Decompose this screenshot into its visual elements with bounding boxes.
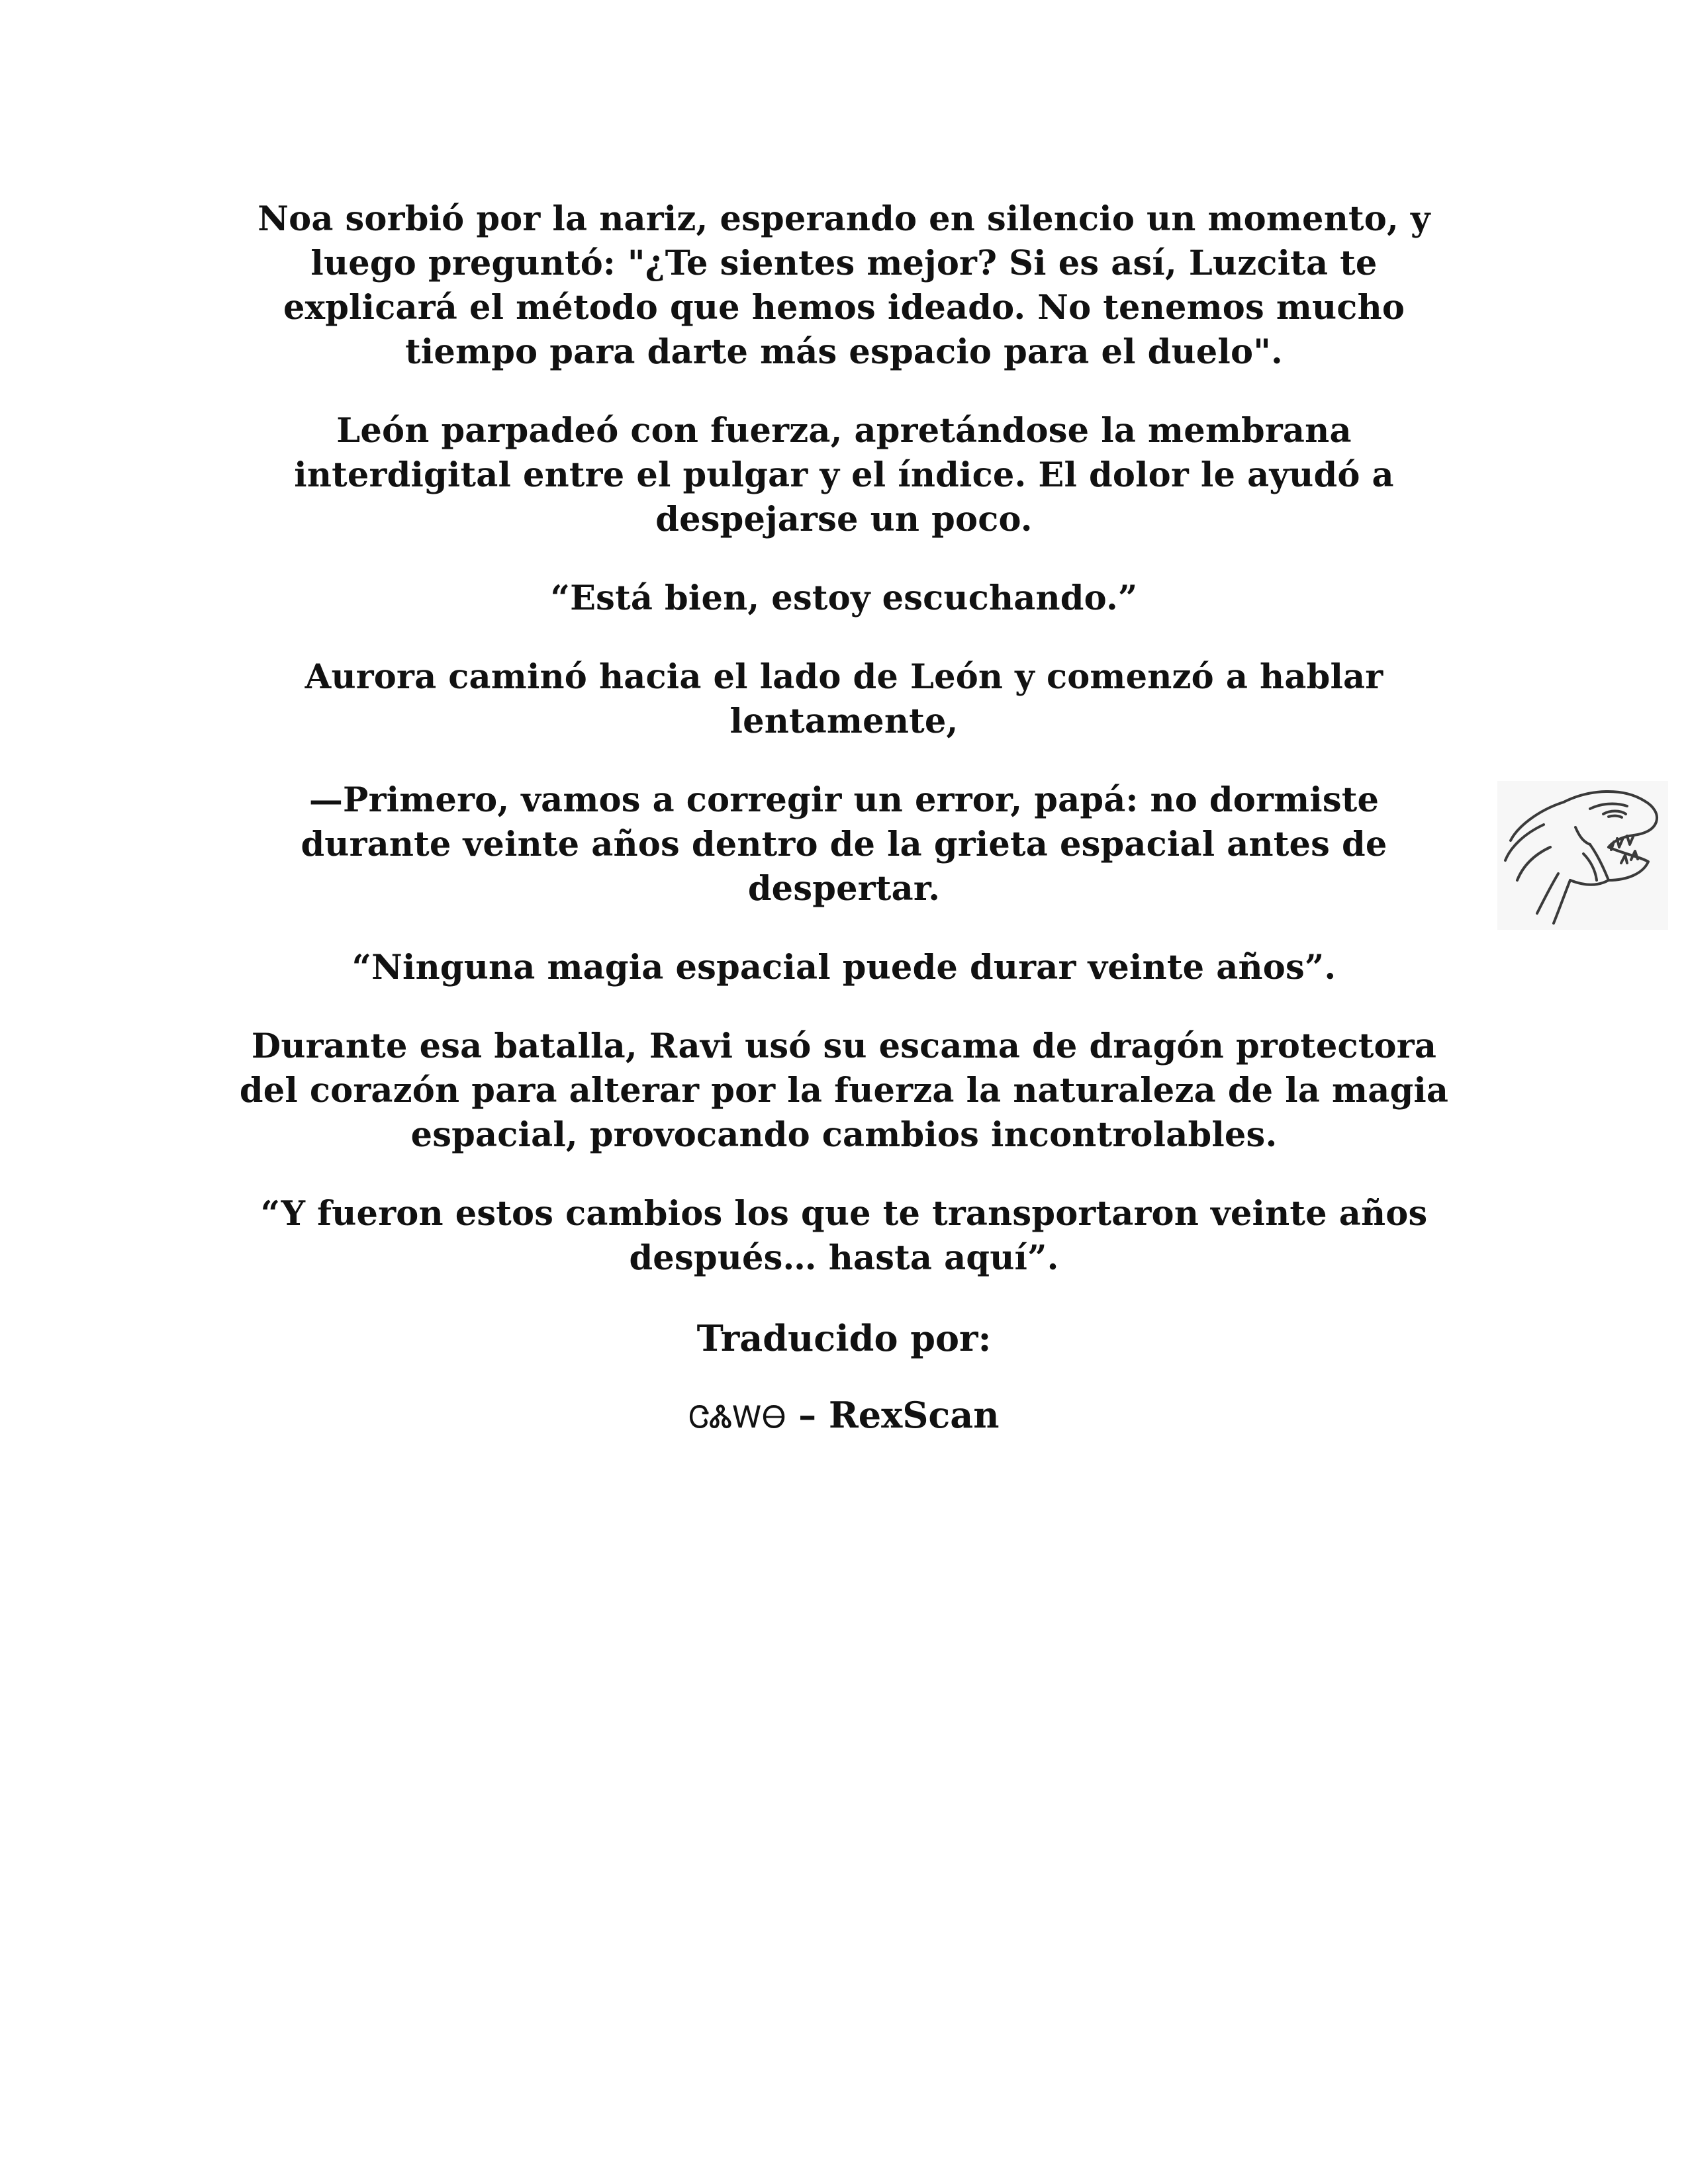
text-column	[232, 197, 1456, 1471]
paragraph-8: “Y fueron estos cambios los que te transportaron veinte años después… hasta aquí”.	[260, 1194, 1428, 1278]
paragraph-3: “Está bien, estoy escuchando.”	[550, 578, 1138, 618]
translator-name: ᏣᏜᎳᎾ	[688, 1399, 786, 1435]
dinosaur-logo	[1497, 781, 1668, 930]
paragraph-1: Noa sorbió por la nariz, esperando en silencio un momento, y luego preguntó: "¿Te sientes mejor? Si es así, Luzcita te explicará el método que hemos ideado. No tenemos mucho tiempo para darte más espacio para el duelo".	[258, 199, 1430, 372]
paragraph-5: —Primero, vamos a corregir un error, papá: no dormiste durante veinte años dentro de la grieta espacial antes de despertar.	[301, 780, 1387, 909]
credits-label: Traducido por:	[696, 1317, 992, 1359]
paragraph-6: “Ninguna magia espacial puede durar veinte años”.	[352, 948, 1336, 987]
paragraph-4: Aurora caminó hacia el lado de León y comenzó a hablar lentamente,	[305, 657, 1383, 741]
paragraph-7: Durante esa batalla, Ravi usó su escama de dragón protectora del corazón para alterar por la fuerza la naturaleza de la magia espacial, provocando cambios incontrolables.	[239, 1026, 1449, 1155]
group-name: RexScan	[828, 1394, 1000, 1436]
credits-translator-line	[232, 1392, 1456, 1440]
paragraph-2: León parpadeó con fuerza, apretándose la membrana interdigital entre el pulgar y el índice. El dolor le ayudó a despejarse un poco.	[294, 411, 1394, 539]
dinosaur-head-sketch-icon	[1497, 781, 1668, 930]
credits-separator: –	[786, 1394, 829, 1436]
